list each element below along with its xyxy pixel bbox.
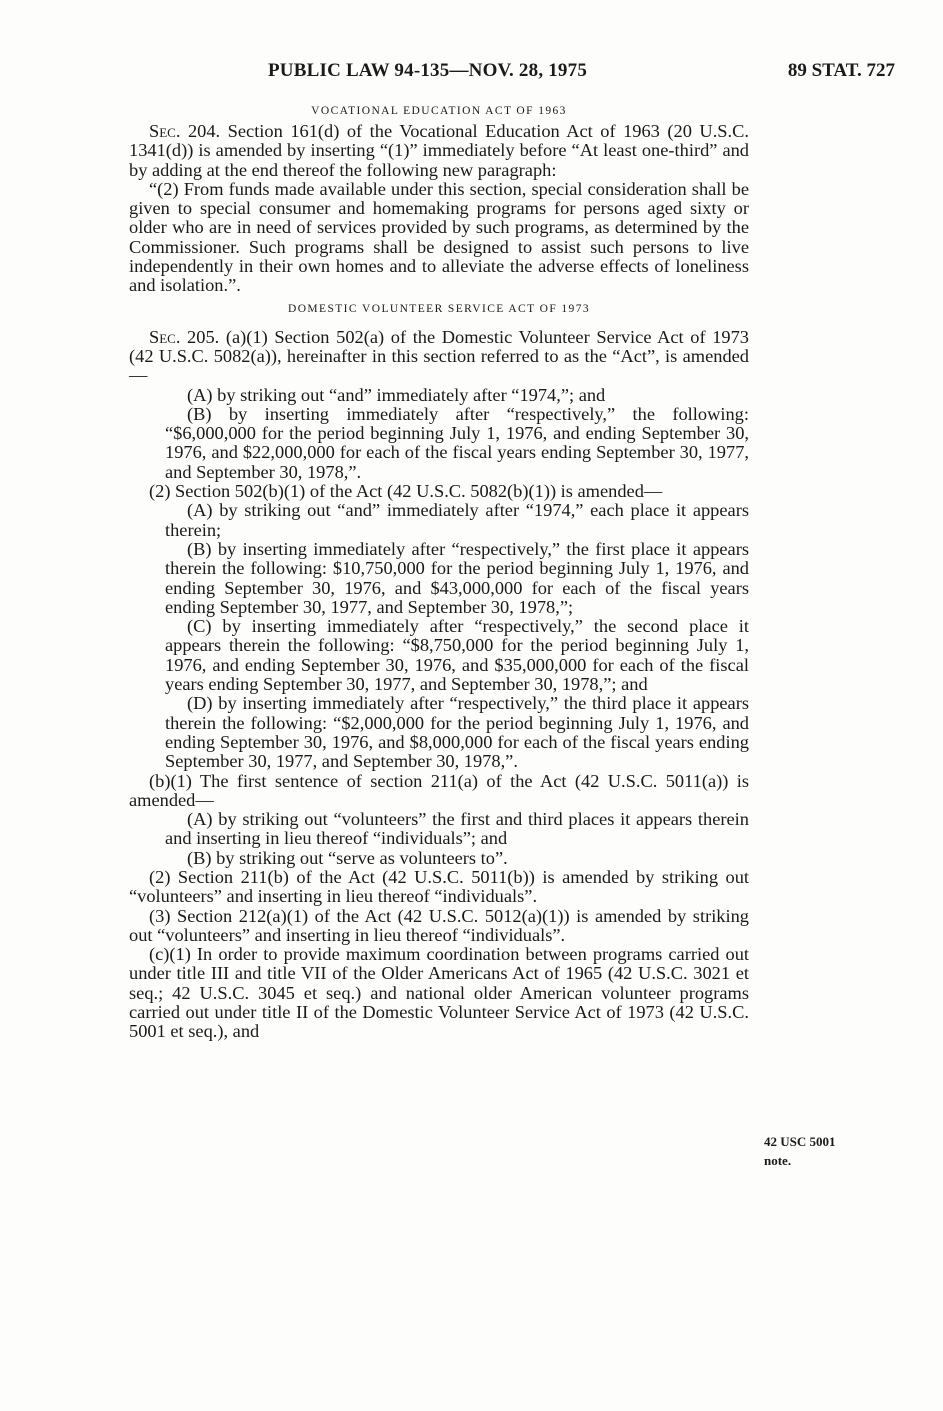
paragraph-sec-205-b2: (2) Section 211(b) of the Act (42 U.S.C. 5011(b)) is amended by striking out “volunteers” and inserting in lieu thereof “individuals”. <box>129 866 749 907</box>
sec-204-text: 204. Section 161(d) of the Vocational Education Act of 1963 (20 U.S.C. 1341(d)) is amended by inserting “(1)” immediately before “At least one-third” and by adding at the end thereof the following new paragraph: <box>129 121 749 180</box>
page-header-title: PUBLIC LAW 94-135—NOV. 28, 1975 <box>268 60 588 81</box>
clause-b1-A: (A) by striking out “volunteers” the first and third places it appears therein and inserting in lieu thereof “individuals”; and <box>165 809 749 849</box>
paragraph-sec-205-c1: (c)(1) In order to provide maximum coordination between programs carried out under title III and title VII of the Older Americans Act of 1965 (42 U.S.C. 3021 et seq.; 42 U.S.C. 3045 et seq.) and national older American volunteer programs carried out under title II of the Domestic Volunteer Service Act of 1973 (42 U.S.C. 5001 et seq.), and <box>129 944 749 1042</box>
clause-a2-D: (D) by inserting immediately after “respectively,” the third place it appears therein the following: “$2,000,000 for the period beginning July 1, 1976, and ending September 30, 1976, and $8,000,000 for each of the fiscal years ending September 30, 1977, and September 30, 1978,”. <box>165 693 749 772</box>
statute-page-number: 89 STAT. 727 <box>787 60 895 81</box>
margin-citation-note <box>764 1132 836 1170</box>
paragraph-sec-204 <box>129 122 749 180</box>
clause-a2-B: (B) by inserting immediately after “respectively,” the first place it appears therein the following: $10,750,000 for the period beginning July 1, 1976, and ending September 30, 1976, and $43,000,000 for each of the fiscal years ending September 30, 1977, and September 30, 1978,”; <box>165 538 749 617</box>
clause-a2-C: (C) by inserting immediately after “respectively,” the second place it appears therein the following: “$8,750,000 for the period beginning July 1, 1976, and ending September 30, 1976, and $35,000,000 for each of the fiscal years ending September 30, 1977, and September 30, 1978,”; and <box>165 616 749 695</box>
paragraph-sec-205-a1 <box>129 328 749 386</box>
clause-b1-B: (B) by striking out “serve as volunteers to”. <box>187 847 508 868</box>
sec-205-a1-text: 205. (a)(1) Section 502(a) of the Domestic Volunteer Service Act of 1973 (42 U.S.C. 5082(a)), hereinafter in this section referred to as the “Act”, is amended— <box>129 326 749 386</box>
body-text <box>129 100 749 1042</box>
section-heading-domestic: DOMESTIC VOLUNTEER SERVICE ACT OF 1973 <box>288 302 590 315</box>
paragraph-sec-205-b3: (3) Section 212(a)(1) of the Act (42 U.S.C. 5012(a)(1)) is amended by striking out “volunteers” and inserting in lieu thereof “individuals”. <box>129 905 749 945</box>
sec-label: Sec. <box>149 121 181 141</box>
section-heading-vocational: VOCATIONAL EDUCATION ACT OF 1963 <box>311 105 567 117</box>
paragraph-sec-205-b1: (b)(1) The first sentence of section 211(a) of the Act (42 U.S.C. 5011(a)) is amended— <box>129 770 749 810</box>
margin-note-line-2: note. <box>764 1153 792 1168</box>
paragraph-sec-205-a2: (2) Section 502(b)(1) of the Act (42 U.S.C. 5082(b)(1)) is amended— <box>149 481 663 502</box>
clause-a2-A: (A) by striking out “and” immediately after “1974,” each place it appears therein; <box>165 500 749 540</box>
margin-note-line-1: 42 USC 5001 <box>764 1134 836 1149</box>
paragraph-sec-204-quote: “(2) From funds made available under this section, special consideration shall be given to special consumer and homemaking programs for persons aged sixty or older who are in need of services provided by such programs, as determined by the Commissioner. Such programs shall be designed to assist such persons to live independently in their own homes and to alleviate the adverse effects of loneliness and isolation.”. <box>129 178 749 296</box>
sec-label: Sec. <box>149 326 181 347</box>
clause-a1-A: (A) by striking out “and” immediately after “1974,”; and <box>187 384 606 405</box>
clause-a1-B: (B) by inserting immediately after “respectively,” the following: “$6,000,000 for the period beginning July 1, 1976, and ending September 30, 1976, and $22,000,000 for each of the fiscal years ending September 30, 1977, and September 30, 1978,”. <box>165 403 749 482</box>
